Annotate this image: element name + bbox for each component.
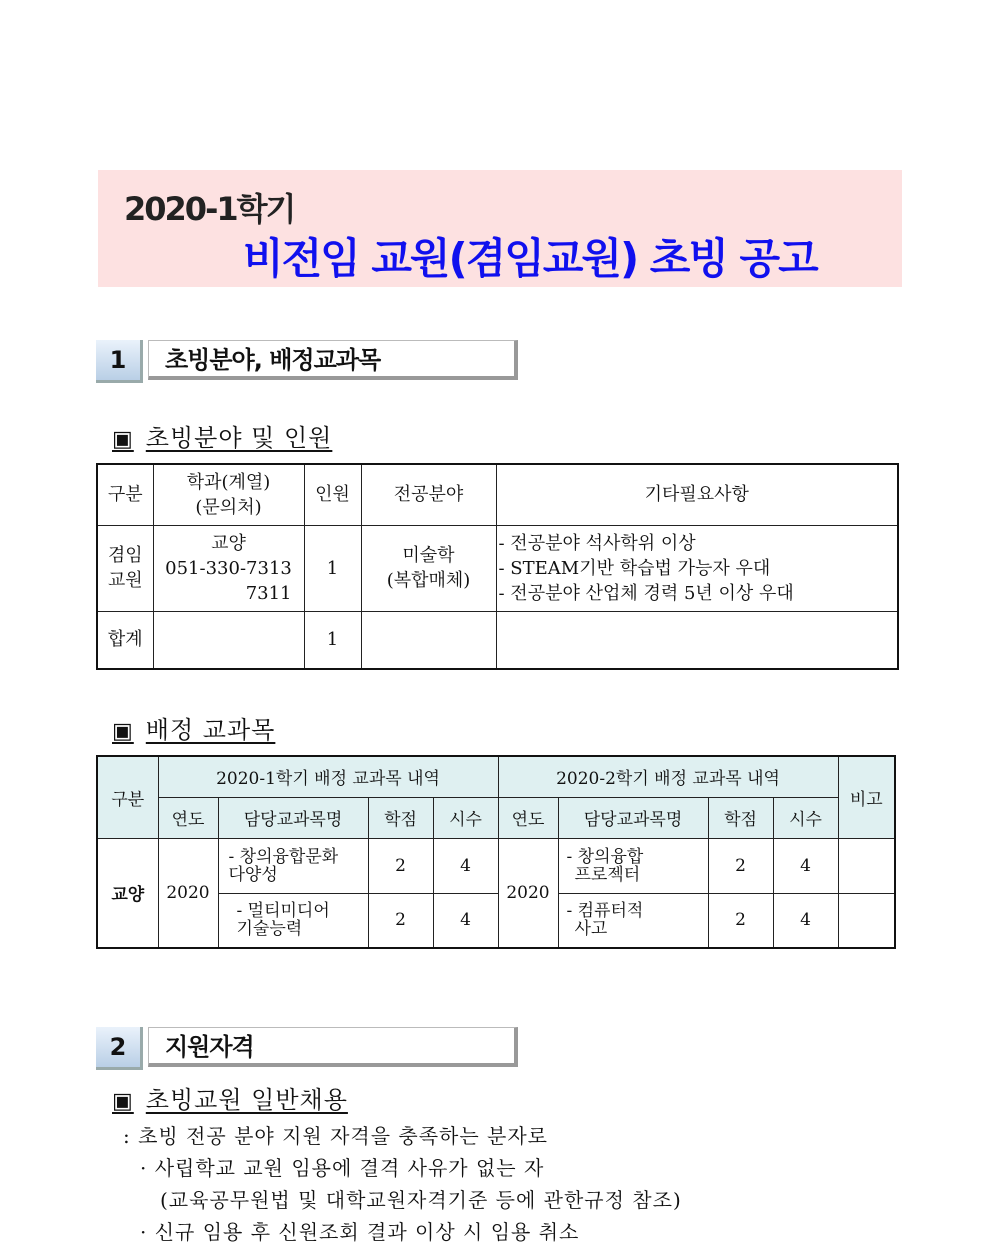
square-marker-icon: ▣ <box>112 427 134 452</box>
course-name-line2: 프로젝터 <box>574 864 641 885</box>
subhead-recruit-field-text: 초빙분야 및 인원 <box>145 424 333 452</box>
term1-course <box>218 893 368 948</box>
section-2-title: 지원자격 <box>148 1027 518 1067</box>
header-term2: 2020-2학기 배정 교과목 내역 <box>498 756 838 797</box>
term1-course <box>218 838 368 893</box>
subhead-assigned-courses-text: 배정 교과목 <box>145 716 276 744</box>
course-name-line2: 다양성 <box>228 864 278 885</box>
table-header-row <box>97 756 895 797</box>
row-field-line1: 미술학 <box>402 545 455 566</box>
row-dept-ext: 7311 <box>245 582 292 604</box>
subheader-credits: 학점 <box>368 797 433 838</box>
requirement-line: : 초빙 전공 분야 지원 자격을 충족하는 분자로 <box>123 1124 548 1148</box>
header-notes: 기타필요사항 <box>496 464 898 525</box>
row-notes <box>496 525 898 611</box>
row-category: 교양 <box>97 838 158 948</box>
note-item: - STEAM기반 학습법 가능자 우대 <box>498 557 771 579</box>
subheader-course: 담당교과목명 <box>218 797 368 838</box>
subhead-general-hiring-text: 초빙교원 일반채용 <box>145 1086 348 1114</box>
table-total-row <box>97 611 898 669</box>
row-category-line1: 겸임 <box>107 545 143 566</box>
term1-year: 2020 <box>158 838 218 948</box>
header-remark: 비고 <box>838 756 895 838</box>
term2-credits: 2 <box>708 893 773 948</box>
header-field: 전공분야 <box>361 464 496 525</box>
title-banner <box>98 170 902 287</box>
course-name-line1: - 컴퓨터적 <box>566 901 644 922</box>
remark-cell <box>838 838 895 893</box>
course-name-line1: - 창의융합문화 <box>228 846 339 867</box>
table-row <box>97 525 898 611</box>
header-dept-line2: (문의처) <box>195 496 262 518</box>
header-count: 인원 <box>304 464 361 525</box>
table-subheader-row <box>97 797 895 838</box>
term1-credits: 2 <box>368 838 433 893</box>
term1-hours: 4 <box>433 838 498 893</box>
subheader-course: 담당교과목명 <box>558 797 708 838</box>
row-field <box>361 525 496 611</box>
header-term1: 2020-1학기 배정 교과목 내역 <box>158 756 498 797</box>
header-category: 구분 <box>97 756 158 838</box>
term1-credits: 2 <box>368 893 433 948</box>
term2-credits: 2 <box>708 838 773 893</box>
subheader-credits: 학점 <box>708 797 773 838</box>
remark-cell <box>838 893 895 948</box>
row-category <box>97 525 153 611</box>
total-count: 1 <box>304 611 361 669</box>
note-item: - 전공분야 산업체 경력 5년 이상 우대 <box>498 582 794 604</box>
section-1-title: 초빙분야, 배정교과목 <box>148 340 518 380</box>
section-1-header <box>96 340 526 384</box>
square-marker-icon: ▣ <box>112 1089 134 1114</box>
subheader-hours: 시수 <box>433 797 498 838</box>
row-dept-phone: 051-330-7313 <box>165 557 292 579</box>
requirement-line: (교육공무원법 및 대학교원자격기준 등에 관한규정 참조) <box>160 1188 682 1212</box>
recruit-field-table <box>96 463 899 670</box>
term2-hours: 4 <box>773 893 838 948</box>
table-row <box>97 838 895 893</box>
total-label: 합계 <box>97 611 153 669</box>
assigned-courses-table <box>96 755 896 949</box>
course-name-line1: - 멀티미디어 <box>236 901 330 922</box>
row-dept-name: 교양 <box>211 532 246 554</box>
row-field-line2: (복합매체) <box>386 570 471 591</box>
table-header-row <box>97 464 898 525</box>
course-name-line2: 기술능력 <box>236 919 303 940</box>
requirement-line: · 사립학교 교원 임용에 결격 사유가 없는 자 <box>140 1156 545 1180</box>
section-2-number: 2 <box>96 1027 143 1070</box>
section-1-number: 1 <box>96 340 143 383</box>
course-name-line1: - 창의융합 <box>566 846 644 867</box>
term2-hours: 4 <box>773 838 838 893</box>
subheader-year: 연도 <box>498 797 558 838</box>
header-category: 구분 <box>97 464 153 525</box>
note-item: - 전공분야 석사학위 이상 <box>498 532 696 554</box>
row-count: 1 <box>304 525 361 611</box>
subheader-hours: 시수 <box>773 797 838 838</box>
subheader-year: 연도 <box>158 797 218 838</box>
subhead-recruit-field <box>112 418 332 453</box>
total-empty <box>153 611 304 669</box>
banner-subtitle: 2020-1학기 <box>124 190 295 228</box>
term1-hours: 4 <box>433 893 498 948</box>
banner-title: 비전임 교원(겸임교원) 초빙 공고 <box>243 234 817 283</box>
square-marker-icon: ▣ <box>112 719 134 744</box>
total-empty <box>361 611 496 669</box>
section-2-header <box>96 1027 526 1071</box>
row-dept <box>153 525 304 611</box>
total-empty <box>496 611 898 669</box>
requirement-line: · 신규 임용 후 신원조회 결과 이상 시 임용 취소 <box>140 1220 580 1244</box>
course-name-line2: 사고 <box>574 919 608 940</box>
row-category-line2: 교원 <box>107 570 143 591</box>
subhead-assigned-courses <box>112 710 275 745</box>
term2-course <box>558 893 708 948</box>
subhead-general-hiring <box>112 1080 348 1115</box>
header-dept <box>153 464 304 525</box>
header-dept-line1: 학과(계열) <box>186 471 271 493</box>
term2-year: 2020 <box>498 838 558 948</box>
term2-course <box>558 838 708 893</box>
